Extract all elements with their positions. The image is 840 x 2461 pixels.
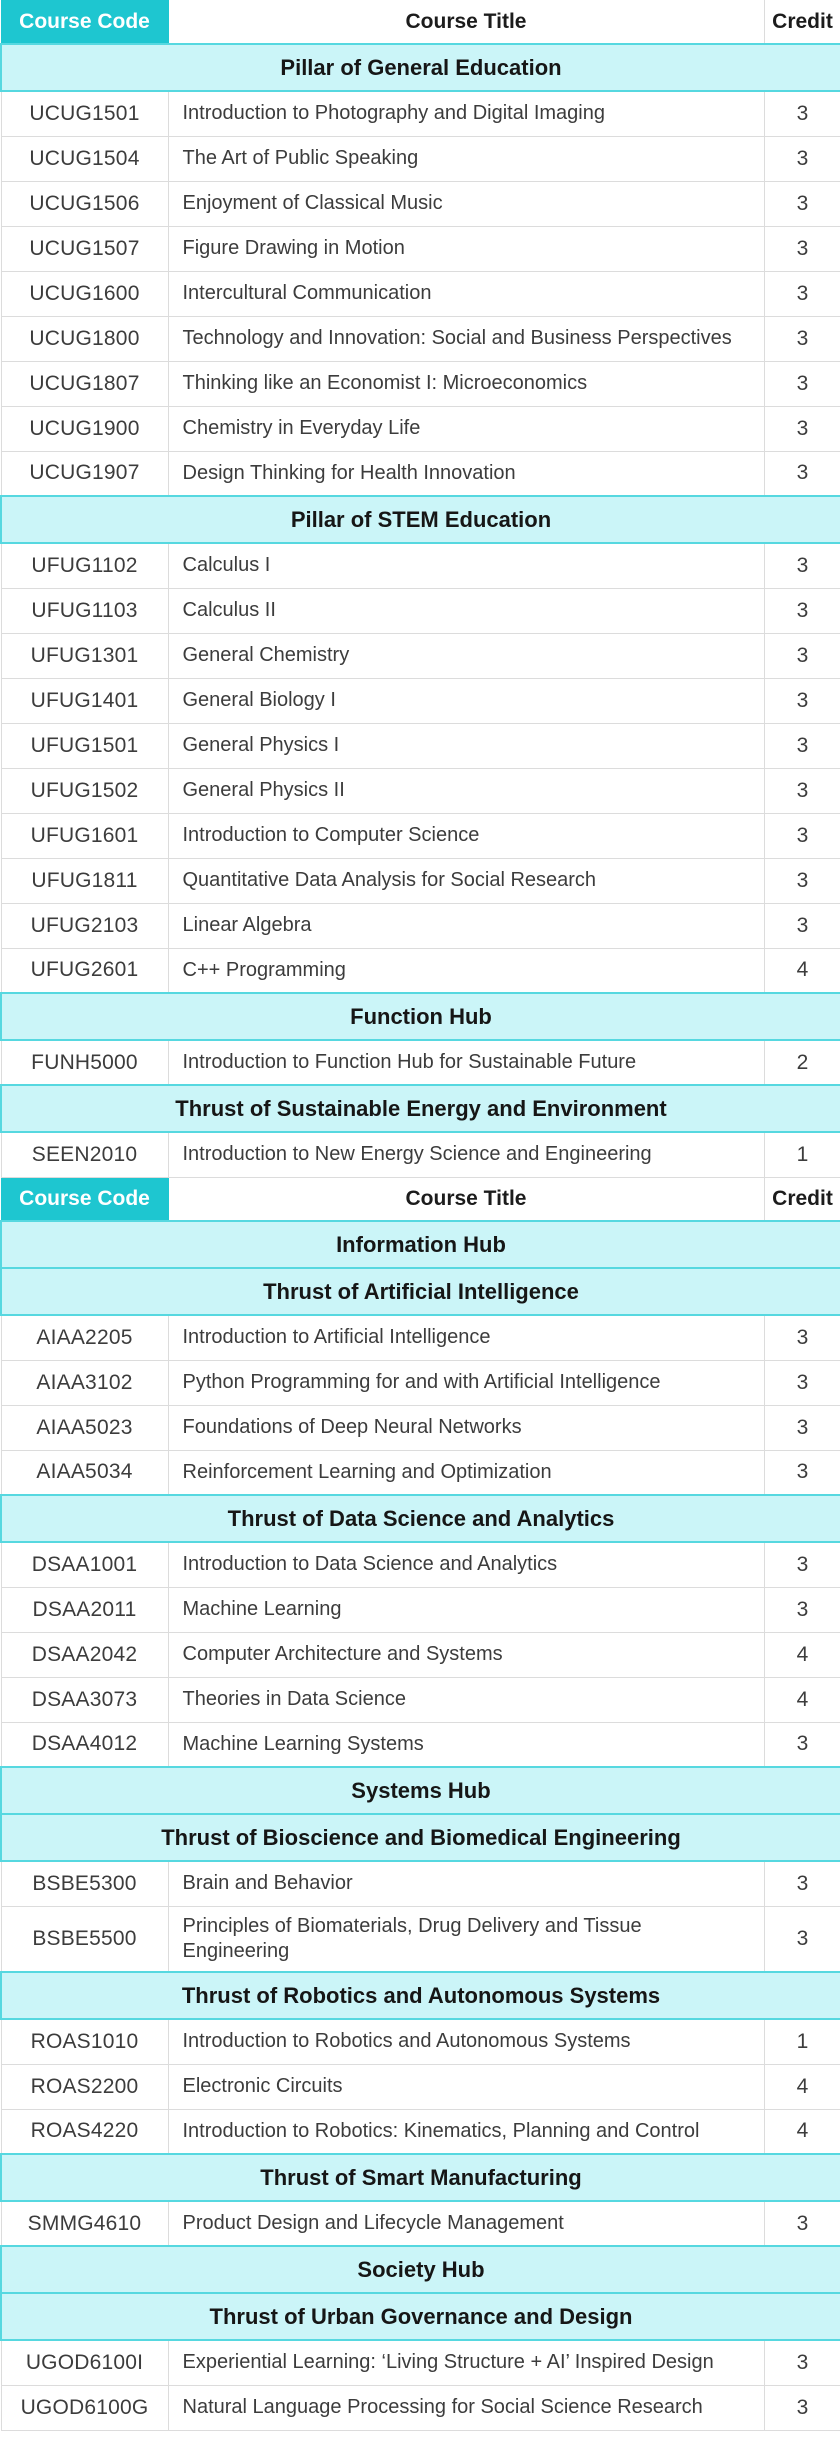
credit-cell: 3: [764, 136, 840, 181]
credit-cell: 4: [764, 948, 840, 993]
credit-cell: 3: [764, 723, 840, 768]
credit-cell: 3: [764, 588, 840, 633]
table-row: [1, 588, 840, 633]
course-title-cell: Python Programming for and with Artificial Intelligence: [168, 1360, 764, 1405]
section-row: [1, 1268, 840, 1315]
credit-cell: 3: [764, 813, 840, 858]
table-row: [1, 1315, 840, 1360]
course-code-cell: UCUG1907: [1, 451, 168, 496]
course-code-cell: FUNH5000: [1, 1040, 168, 1085]
course-code-cell: DSAA4012: [1, 1722, 168, 1767]
credit-cell: 3: [764, 1587, 840, 1632]
table-row: [1, 226, 840, 271]
table-row: [1, 1861, 840, 1906]
course-title-cell: General Physics II: [168, 768, 764, 813]
table-row: [1, 136, 840, 181]
course-title-cell: The Art of Public Speaking: [168, 136, 764, 181]
course-title-cell: Theories in Data Science: [168, 1677, 764, 1722]
table-row: [1, 2201, 840, 2246]
section-label: Thrust of Bioscience and Biomedical Engineering: [1, 1814, 840, 1861]
table-row: [1, 1450, 840, 1495]
table-row: [1, 903, 840, 948]
course-code-header: Course Code: [1, 0, 168, 44]
section-label: Systems Hub: [1, 1767, 840, 1814]
course-title-cell: Brain and Behavior: [168, 1861, 764, 1906]
section-label: Thrust of Sustainable Energy and Environment: [1, 1085, 840, 1132]
section-row: [1, 2154, 840, 2201]
section-row: [1, 1972, 840, 2019]
course-code-cell: ROAS4220: [1, 2109, 168, 2154]
table-row: [1, 2109, 840, 2154]
course-code-cell: UFUG1103: [1, 588, 168, 633]
section-label: Pillar of STEM Education: [1, 496, 840, 543]
table-row: [1, 1587, 840, 1632]
section-row: [1, 496, 840, 543]
course-code-cell: UFUG1601: [1, 813, 168, 858]
course-title-cell: Calculus II: [168, 588, 764, 633]
credit-cell: 4: [764, 1677, 840, 1722]
course-code-cell: DSAA2042: [1, 1632, 168, 1677]
course-title-cell: C++ Programming: [168, 948, 764, 993]
table-row: [1, 1722, 840, 1767]
table-row: [1, 948, 840, 993]
table-row: [1, 723, 840, 768]
course-title-cell: Experiential Learning: ‘Living Structure + AI’ Inspired Design: [168, 2340, 764, 2385]
table-row: [1, 1405, 840, 1450]
course-title-cell: Chemistry in Everyday Life: [168, 406, 764, 451]
credit-cell: 3: [764, 406, 840, 451]
credit-cell: 1: [764, 2019, 840, 2064]
course-title-cell: Introduction to New Energy Science and Engineering: [168, 1132, 764, 1177]
course-title-cell: Introduction to Robotics: Kinematics, Planning and Control: [168, 2109, 764, 2154]
section-label: Thrust of Artificial Intelligence: [1, 1268, 840, 1315]
course-title-cell: Product Design and Lifecycle Management: [168, 2201, 764, 2246]
table-row: [1, 813, 840, 858]
table-row: [1, 2340, 840, 2385]
credit-cell: 3: [764, 91, 840, 136]
course-code-cell: UFUG1501: [1, 723, 168, 768]
section-label: Thrust of Smart Manufacturing: [1, 2154, 840, 2201]
course-title-header: Course Title: [168, 1177, 764, 1221]
course-code-cell: UCUG1501: [1, 91, 168, 136]
section-row: [1, 2293, 840, 2340]
course-title-cell: General Biology I: [168, 678, 764, 723]
credit-cell: 3: [764, 633, 840, 678]
section-label: Information Hub: [1, 1221, 840, 1268]
course-title-cell: Introduction to Photography and Digital Imaging: [168, 91, 764, 136]
credit-cell: 4: [764, 2064, 840, 2109]
course-code-cell: BSBE5300: [1, 1861, 168, 1906]
course-code-cell: UFUG2601: [1, 948, 168, 993]
table-row: [1, 1632, 840, 1677]
course-code-cell: UFUG1102: [1, 543, 168, 588]
course-title-header: Course Title: [168, 0, 764, 44]
section-label: Thrust of Urban Governance and Design: [1, 2293, 840, 2340]
credit-cell: 2: [764, 1040, 840, 1085]
table-row: [1, 1906, 840, 1972]
course-title-cell: Enjoyment of Classical Music: [168, 181, 764, 226]
section-row: [1, 1221, 840, 1268]
course-code-cell: AIAA5034: [1, 1450, 168, 1495]
credit-cell: 3: [764, 451, 840, 496]
credit-cell: 3: [764, 1542, 840, 1587]
table-row: [1, 451, 840, 496]
credit-cell: 3: [764, 1906, 840, 1972]
table-row: [1, 1677, 840, 1722]
credit-cell: 3: [764, 271, 840, 316]
course-code-cell: UCUG1506: [1, 181, 168, 226]
section-row: [1, 44, 840, 91]
credit-cell: 3: [764, 543, 840, 588]
table-row: [1, 633, 840, 678]
course-title-cell: Natural Language Processing for Social Science Research: [168, 2385, 764, 2430]
table-row: [1, 1360, 840, 1405]
course-title-cell: Linear Algebra: [168, 903, 764, 948]
credit-cell: 3: [764, 361, 840, 406]
course-title-cell: Electronic Circuits: [168, 2064, 764, 2109]
course-code-cell: SMMG4610: [1, 2201, 168, 2246]
course-code-cell: DSAA1001: [1, 1542, 168, 1587]
credit-cell: 3: [764, 1861, 840, 1906]
course-code-cell: UFUG1401: [1, 678, 168, 723]
table-row: [1, 858, 840, 903]
header-row: [1, 1177, 840, 1221]
table-row: [1, 2064, 840, 2109]
credit-cell: 3: [764, 858, 840, 903]
credit-cell: 3: [764, 903, 840, 948]
course-code-cell: ROAS1010: [1, 2019, 168, 2064]
table-row: [1, 406, 840, 451]
table-row: [1, 768, 840, 813]
course-table-body: [1, 0, 840, 2430]
credit-cell: 3: [764, 1405, 840, 1450]
course-title-cell: General Chemistry: [168, 633, 764, 678]
course-title-cell: Foundations of Deep Neural Networks: [168, 1405, 764, 1450]
course-code-cell: DSAA2011: [1, 1587, 168, 1632]
course-title-cell: Introduction to Computer Science: [168, 813, 764, 858]
course-title-cell: Quantitative Data Analysis for Social Research: [168, 858, 764, 903]
table-row: [1, 361, 840, 406]
course-title-cell: Intercultural Communication: [168, 271, 764, 316]
course-code-cell: UFUG1811: [1, 858, 168, 903]
header-row: [1, 0, 840, 44]
table-row: [1, 1542, 840, 1587]
credit-cell: 3: [764, 2385, 840, 2430]
section-label: Pillar of General Education: [1, 44, 840, 91]
section-label: Society Hub: [1, 2246, 840, 2293]
section-row: [1, 1085, 840, 1132]
course-code-cell: BSBE5500: [1, 1906, 168, 1972]
table-row: [1, 1040, 840, 1085]
table-row: [1, 2019, 840, 2064]
credit-cell: 3: [764, 1722, 840, 1767]
table-row: [1, 2385, 840, 2430]
credit-cell: 3: [764, 226, 840, 271]
course-title-cell: Reinforcement Learning and Optimization: [168, 1450, 764, 1495]
credit-cell: 3: [764, 2201, 840, 2246]
table-row: [1, 543, 840, 588]
course-code-cell: AIAA2205: [1, 1315, 168, 1360]
course-title-cell: Calculus I: [168, 543, 764, 588]
course-code-cell: UGOD6100G: [1, 2385, 168, 2430]
course-code-cell: ROAS2200: [1, 2064, 168, 2109]
course-title-cell: Thinking like an Economist I: Microeconomics: [168, 361, 764, 406]
course-code-cell: UCUG1600: [1, 271, 168, 316]
course-code-cell: UFUG1502: [1, 768, 168, 813]
section-row: [1, 1495, 840, 1542]
course-title-cell: Introduction to Data Science and Analytics: [168, 1542, 764, 1587]
course-title-cell: Design Thinking for Health Innovation: [168, 451, 764, 496]
course-code-cell: UFUG2103: [1, 903, 168, 948]
section-label: Function Hub: [1, 993, 840, 1040]
course-code-cell: SEEN2010: [1, 1132, 168, 1177]
table-row: [1, 181, 840, 226]
course-title-cell: Figure Drawing in Motion: [168, 226, 764, 271]
section-label: Thrust of Robotics and Autonomous Systems: [1, 1972, 840, 2019]
table-row: [1, 91, 840, 136]
course-title-cell: Introduction to Function Hub for Sustainable Future: [168, 1040, 764, 1085]
credit-cell: 3: [764, 678, 840, 723]
course-code-cell: UGOD6100I: [1, 2340, 168, 2385]
course-code-cell: AIAA3102: [1, 1360, 168, 1405]
course-code-cell: UCUG1504: [1, 136, 168, 181]
course-code-cell: UCUG1507: [1, 226, 168, 271]
section-row: [1, 2246, 840, 2293]
course-title-cell: Introduction to Robotics and Autonomous Systems: [168, 2019, 764, 2064]
course-title-cell: Computer Architecture and Systems: [168, 1632, 764, 1677]
credit-cell: 4: [764, 2109, 840, 2154]
credit-cell: 3: [764, 2340, 840, 2385]
table-row: [1, 678, 840, 723]
course-title-cell: Principles of Biomaterials, Drug Delivery and Tissue Engineering: [168, 1906, 764, 1972]
course-code-cell: AIAA5023: [1, 1405, 168, 1450]
credit-cell: 1: [764, 1132, 840, 1177]
course-code-header: Course Code: [1, 1177, 168, 1221]
section-label: Thrust of Data Science and Analytics: [1, 1495, 840, 1542]
table-row: [1, 316, 840, 361]
credit-header: Credit: [764, 0, 840, 44]
table-row: [1, 1132, 840, 1177]
section-row: [1, 1814, 840, 1861]
course-title-cell: Machine Learning Systems: [168, 1722, 764, 1767]
credit-cell: 3: [764, 1360, 840, 1405]
credit-cell: 4: [764, 1632, 840, 1677]
credit-cell: 3: [764, 1450, 840, 1495]
credit-cell: 3: [764, 181, 840, 226]
section-row: [1, 1767, 840, 1814]
credit-header: Credit: [764, 1177, 840, 1221]
credit-cell: 3: [764, 1315, 840, 1360]
course-title-cell: Machine Learning: [168, 1587, 764, 1632]
course-title-cell: Technology and Innovation: Social and Business Perspectives: [168, 316, 764, 361]
credit-cell: 3: [764, 316, 840, 361]
course-code-cell: UCUG1800: [1, 316, 168, 361]
section-row: [1, 993, 840, 1040]
course-code-cell: UFUG1301: [1, 633, 168, 678]
course-title-cell: Introduction to Artificial Intelligence: [168, 1315, 764, 1360]
course-code-cell: DSAA3073: [1, 1677, 168, 1722]
credit-cell: 3: [764, 768, 840, 813]
course-code-cell: UCUG1807: [1, 361, 168, 406]
course-title-cell: General Physics I: [168, 723, 764, 768]
table-row: [1, 271, 840, 316]
course-code-cell: UCUG1900: [1, 406, 168, 451]
